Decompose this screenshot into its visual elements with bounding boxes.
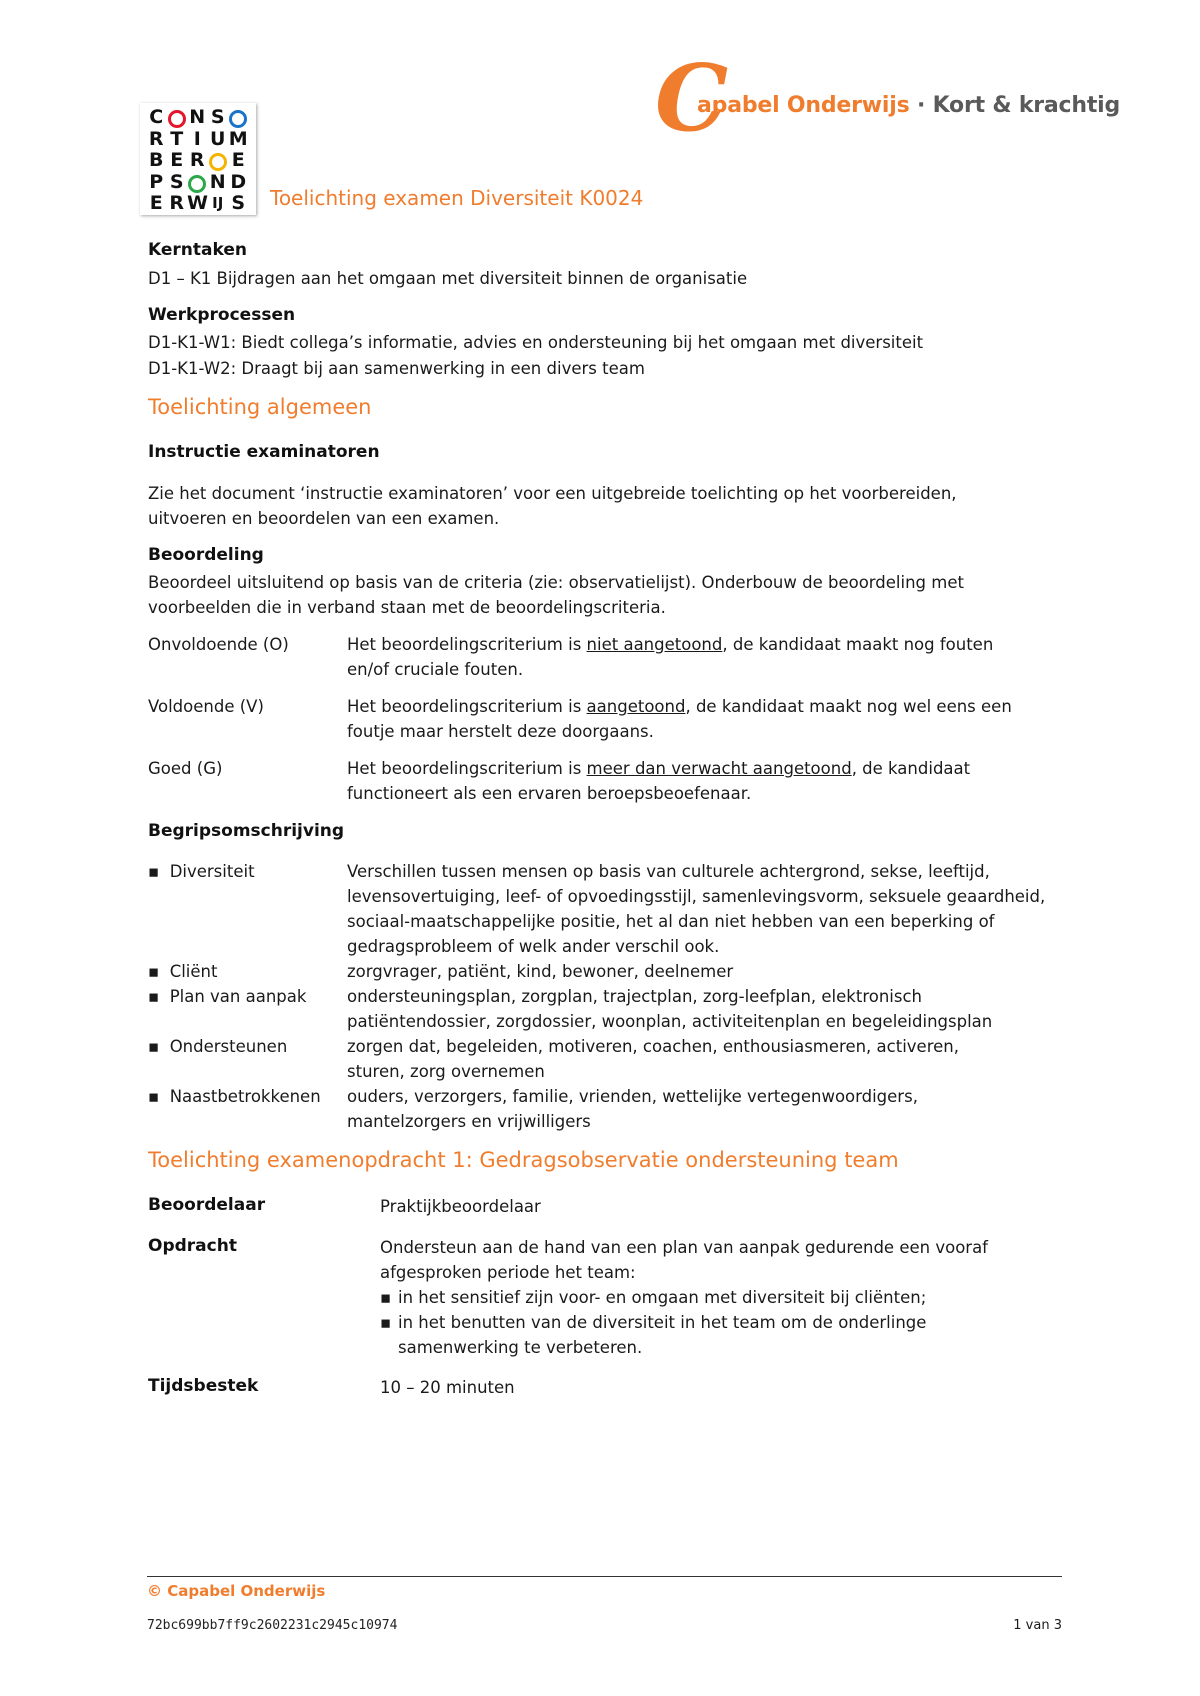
begrip-term: ▪ Cliënt xyxy=(148,962,218,981)
logo-letter: E xyxy=(149,192,163,214)
logo-row xyxy=(146,172,249,194)
logo-letter: T xyxy=(170,127,184,150)
beoordeling-heading: Beoordeling xyxy=(148,545,264,565)
instructie-text: Zie het document ‘instructie examinatoren’ voor een uitgebreide toelichting op het voorbereiden, uitvoeren en beoordelen van een examen. xyxy=(148,484,957,528)
begrip-definition: ondersteuningsplan, zorgplan, trajectplan, zorg-leefplan, elektronisch patiëntendossier, zorgdossier, woonplan, activiteitenplan en begeleidingsplan xyxy=(347,987,993,1031)
logo-letter: S xyxy=(169,170,184,193)
begrip-term: ▪ Plan van aanpak xyxy=(148,987,307,1006)
logo-letter: IJ xyxy=(212,194,224,212)
consortium-logo xyxy=(140,103,256,215)
logo-letter-grid xyxy=(146,107,249,215)
begrip-term: ▪ Naastbetrokkenen xyxy=(148,1087,321,1106)
brand-name: apabel Onderwijs xyxy=(697,93,910,118)
logo-letter: R xyxy=(169,192,185,214)
logo-letter: N xyxy=(189,106,206,128)
brand-text xyxy=(697,93,1120,118)
begrip-definition: ouders, verzorgers, familie, vrienden, wettelijke vertegenwoordigers, mantelzorgers en vrijwilligers xyxy=(347,1087,918,1131)
capabel-brand xyxy=(655,44,1121,152)
logo-letter: C xyxy=(149,106,164,128)
instructie-heading: Instructie examinatoren xyxy=(148,442,380,462)
score-label: Goed (G) xyxy=(148,759,223,778)
logo-ring xyxy=(228,107,249,129)
werkprocessen-heading: Werkprocessen xyxy=(148,305,296,325)
score-label: Voldoende (V) xyxy=(148,697,264,716)
score-description: Het beoordelingscriterium is niet aangetoond, de kandidaat maakt nog fouten en/of cruciale fouten. xyxy=(347,635,994,679)
beoordelaar-label: Beoordelaar xyxy=(148,1195,266,1215)
begrip-definition: Verschillen tussen mensen op basis van culturele achtergrond, sekse, leeftijd, levensovertuiging, leef- of opvoedingsstijl, samenlevingsvorm, seksuele geaardheid, sociaal-maatschappelijke positie, het al dan niet hebben van een beperking of gedragsprobleem of welk ander verschil ook. xyxy=(347,862,1046,956)
logo-letter: E xyxy=(170,149,184,171)
logo-ring xyxy=(208,150,229,172)
logo-letter: S xyxy=(210,106,225,128)
begrip-definition: zorgvrager, patiënt, kind, bewoner, deelnemer xyxy=(347,962,734,981)
tijdsbestek-label: Tijdsbestek xyxy=(148,1376,259,1396)
logo-letter: I xyxy=(193,127,201,150)
opdracht-item: ▪ xyxy=(380,1288,392,1307)
logo-letter: N xyxy=(209,170,226,193)
footer-page-number: 1 van 3 xyxy=(1013,1618,1062,1633)
opdracht1-heading: Toelichting examenopdracht 1: Gedragsobservatie ondersteuning team xyxy=(148,1148,899,1172)
logo-row xyxy=(146,193,249,215)
logo-letter: P xyxy=(149,170,164,193)
logo-ring xyxy=(167,107,188,129)
opdracht-item-text: in het sensitief zijn voor- en omgaan met diversiteit bij cliënten; xyxy=(398,1288,927,1307)
werkproces-item: D1-K1-W2: Draagt bij aan samenwerking in een divers team xyxy=(148,359,645,378)
footer-divider xyxy=(147,1576,1062,1577)
brand-separator: · xyxy=(909,93,933,118)
logo-row xyxy=(146,129,249,151)
document-title: Toelichting examen Diversiteit K0024 xyxy=(270,186,644,210)
score-label: Onvoldoende (O) xyxy=(148,635,289,654)
logo-letter: R xyxy=(148,127,164,150)
logo-letter: R xyxy=(189,149,205,171)
begrip-definition: zorgen dat, begeleiden, motiveren, coachen, enthousiasmeren, activeren, sturen, zorg overnemen xyxy=(347,1037,959,1081)
begrip-heading: Begripsomschrijving xyxy=(148,821,345,841)
logo-letter: U xyxy=(210,127,226,150)
begrip-term: ▪ Ondersteunen xyxy=(148,1037,288,1056)
logo-letter: D xyxy=(230,170,247,193)
brand-tagline: Kort & krachtig xyxy=(932,93,1121,118)
opdracht-item-text: in het benutten van de diversiteit in het team om de onderlinge samenwerking te verbeteren. xyxy=(398,1313,927,1357)
kerntaken-text: D1 – K1 Bijdragen aan het omgaan met diversiteit binnen de organisatie xyxy=(148,269,748,288)
kerntaken-heading: Kerntaken xyxy=(148,240,247,260)
logo-letter: M xyxy=(228,127,248,150)
beoordeling-text: Beoordeel uitsluitend op basis van de criteria (zie: observatielijst). Onderbouw de beoordeling met voorbeelden die in verband staan met de beoordelingscriteria. xyxy=(148,573,964,617)
logo-letter: W xyxy=(187,192,208,214)
logo-letter: B xyxy=(149,149,164,171)
logo-letter: S xyxy=(231,192,246,214)
logo-row xyxy=(146,107,249,129)
logo-row xyxy=(146,150,249,172)
footer-copyright: © Capabel Onderwijs xyxy=(147,1582,326,1600)
score-description: Het beoordelingscriterium is aangetoond, de kandidaat maakt nog wel eens een foutje maar herstelt deze doorgaans. xyxy=(347,697,1012,741)
begrip-term: ▪ Diversiteit xyxy=(148,862,255,881)
footer-document-id: 72bc699bb7ff9c2602231c2945c10974 xyxy=(147,1618,398,1633)
beoordelaar-value: Praktijkbeoordelaar xyxy=(380,1197,541,1216)
opdracht-intro: Ondersteun aan de hand van een plan van aanpak gedurende een vooraf afgesproken periode het team: xyxy=(380,1238,988,1282)
logo-letter: E xyxy=(231,149,245,171)
opdracht-item: ▪ xyxy=(380,1313,392,1332)
logo-ring xyxy=(187,172,208,194)
tijdsbestek-value: 10 – 20 minuten xyxy=(380,1378,515,1397)
algemeen-heading: Toelichting algemeen xyxy=(148,395,372,419)
opdracht-label: Opdracht xyxy=(148,1236,237,1256)
werkproces-item: D1-K1-W1: Biedt collega’s informatie, advies en ondersteuning bij het omgaan met diversiteit xyxy=(148,333,924,352)
brand-c-mark: C xyxy=(655,44,729,152)
score-description: Het beoordelingscriterium is meer dan verwacht aangetoond, de kandidaat functioneert als een ervaren beroepsbeoefenaar. xyxy=(347,759,971,803)
